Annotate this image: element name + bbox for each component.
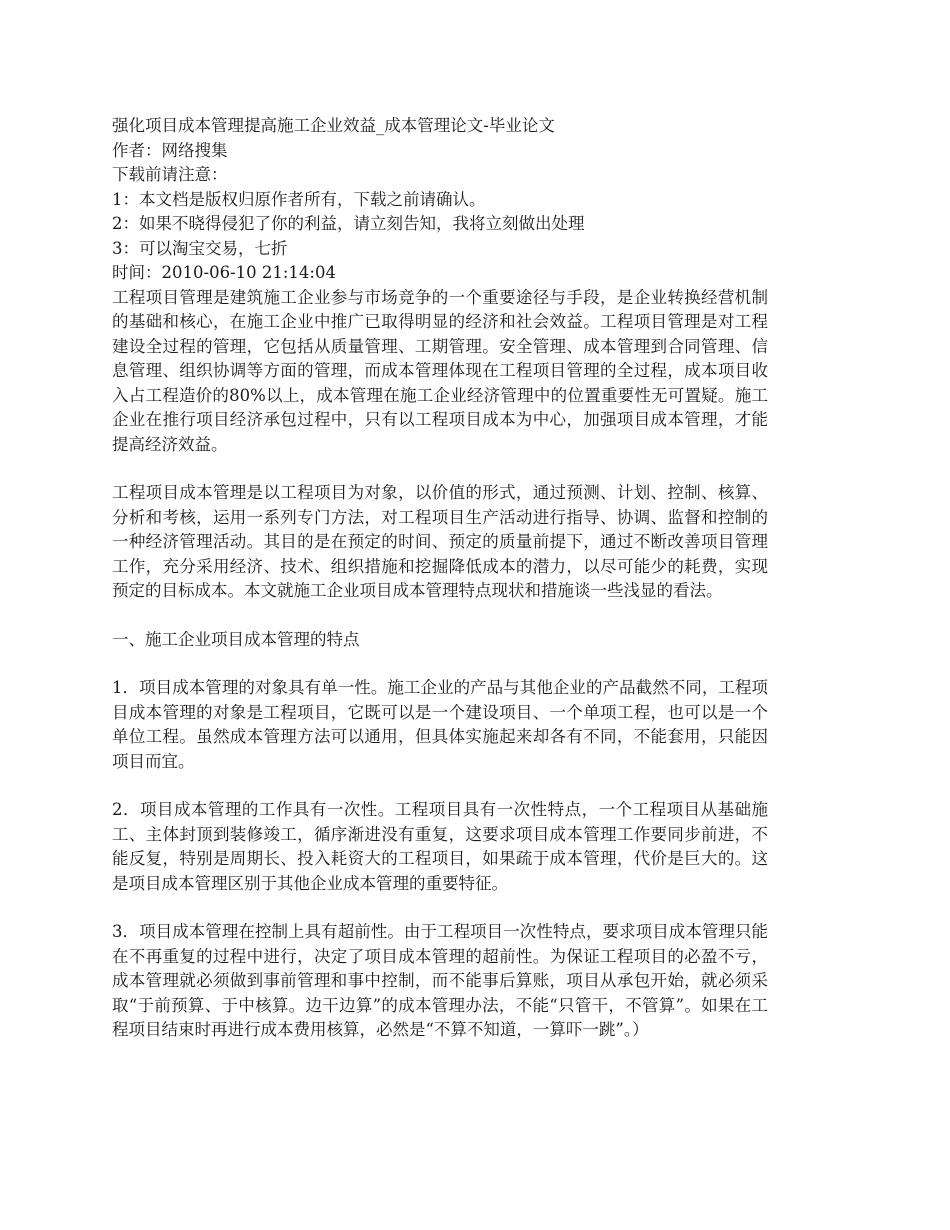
paragraph-gap xyxy=(112,652,768,676)
paragraph-definition: 工程项目成本管理是以工程项目为对象，以价值的形式，通过预测、计划、控制、核算、分析和考核，运用一系列专门方法，对工程项目生产活动进行指导、协调、监督和控制的一种经济管理活动。其目的是在预定的时间、预定的质量前提下，通过不断改善项目管理工作，充分采用经济、技术、组织措施和挖掘降低成本的潜力，以尽可能少的耗费，实现预定的目标成本。本文就施工企业项目成本管理特点现状和措施谈一些浅显的看法。 xyxy=(112,483,768,600)
notice-item-2: 2：如果不晓得侵犯了你的利益，请立刻告知，我将立刻做出处理 xyxy=(112,214,585,233)
document-title: 强化项目成本管理提高施工企业效益_成本管理论文-毕业论文 xyxy=(112,116,555,135)
paragraph-gap xyxy=(112,896,768,920)
paragraph-point-2: 2．项目成本管理的工作具有一次性。工程项目具有一次性特点，一个工程项目从基础施工、主体封顶到装修竣工，循序渐进没有重复，这要求项目成本管理工作要同步前进，不能反复，特别是周期长、投入耗资大的工程项目，如果疏于成本管理，代价是巨大的。这是项目成本管理区别于其他企业成本管理的重要特征。 xyxy=(112,800,768,893)
paragraph-intro: 工程项目管理是建筑施工企业参与市场竞争的一个重要途径与手段，是企业转换经营机制的基础和核心，在施工企业中推广已取得明显的经济和社会效益。工程项目管理是对工程建设全过程的管理，它包括从质量管理、工期管理。安全管理、成本管理到合同管理、信息管理、组织协调等方面的管理，而成本管理体现在工程项目管理的全过程，成本项目收入占工程造价的80%以上，成本管理在施工企业经济管理中的位置重要性无可置疑。施工企业在推行项目经济承包过程中，只有以工程项目成本为中心，加强项目成本管理，才能提高经济效益。 xyxy=(112,287,768,454)
document-author: 作者：网络搜集 xyxy=(112,140,228,160)
section-heading: 一、施工企业项目成本管理的特点 xyxy=(112,629,360,649)
notice-item-3: 3：可以淘宝交易，七折 xyxy=(112,238,288,258)
notice-item-1: 1：本文档是版权归原作者所有，下载之前请确认。 xyxy=(112,189,486,209)
document-body xyxy=(112,114,768,1043)
document-time: 时间：2010-06-10 21:14:04 xyxy=(112,263,336,282)
paragraph-point-1: 1．项目成本管理的对象具有单一性。施工企业的产品与其他企业的产品截然不同，工程项目成本管理的对象是工程项目，它既可以是一个建设项目、一个单项工程，也可以是一个单位工程。虽然成本管理方法可以通用，但具体实施起来却各有不同，不能套用，只能因项目而宜。 xyxy=(112,678,768,771)
paragraph-gap xyxy=(112,604,768,628)
paragraph-gap xyxy=(112,457,768,481)
notice-heading: 下载前请注意： xyxy=(112,165,228,184)
paragraph-gap xyxy=(112,774,768,798)
paragraph-point-3: 3．项目成本管理在控制上具有超前性。由于工程项目一次性特点，要求项目成本管理只能在不再重复的过程中进行，决定了项目成本管理的超前性。为保证工程项目的必盈不亏，成本管理就必须做到事前管理和事中控制，而不能事后算账，项目从承包开始，就必须采取“于前预算、于中核算。边干边算”的成本管理办法，不能“只管干，不管算”。如果在工程项目结束时再进行成本费用核算，必然是“不算不知道，一算吓一跳”。） xyxy=(112,922,768,1039)
